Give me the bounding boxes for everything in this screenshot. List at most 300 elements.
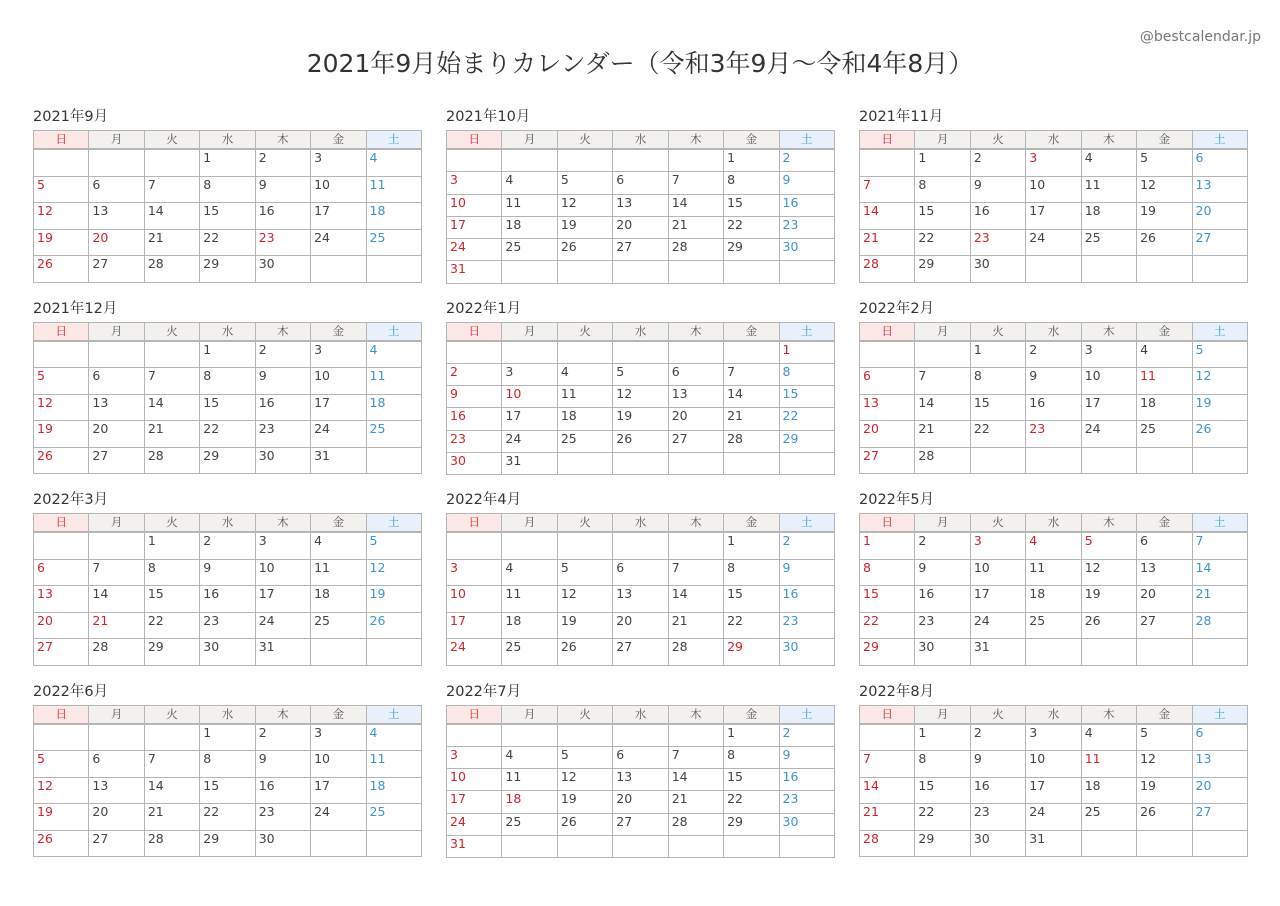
weekday-header-row [860, 322, 1248, 341]
month-table [446, 513, 835, 666]
day-cell: 17 [1026, 777, 1081, 804]
weekday-header: 月 [915, 514, 970, 533]
day-cell: 2 [447, 363, 502, 385]
day-cell: 14 [144, 203, 199, 230]
day-cell: 16 [255, 394, 310, 421]
day-cell: 8 [779, 363, 834, 385]
week-row [860, 724, 1248, 751]
weekday-header: 水 [1026, 131, 1081, 150]
weekday-header: 日 [34, 705, 89, 724]
weekday-header: 土 [779, 705, 834, 724]
day-cell: 5 [366, 532, 421, 559]
day-cell: 8 [724, 559, 779, 586]
day-cell: 18 [1137, 394, 1192, 421]
day-cell: 29 [200, 830, 255, 857]
month-title: 2021年9月 [33, 109, 109, 125]
weekday-header: 木 [255, 705, 310, 724]
week-row [34, 368, 422, 395]
week-row [447, 559, 835, 586]
empty-cell [860, 724, 915, 751]
empty-cell [613, 532, 668, 559]
day-cell: 14 [668, 769, 723, 791]
day-cell: 4 [502, 559, 557, 586]
empty-cell [724, 341, 779, 364]
empty-cell [502, 341, 557, 364]
day-cell: 20 [1192, 777, 1247, 804]
day-cell: 1 [200, 149, 255, 176]
week-row [860, 368, 1248, 395]
week-row [34, 394, 422, 421]
day-cell: 10 [1026, 176, 1081, 203]
weekday-header: 木 [1081, 131, 1136, 150]
day-cell: 28 [668, 239, 723, 261]
weekday-header: 火 [144, 514, 199, 533]
month-table [33, 705, 422, 858]
week-row [860, 559, 1248, 586]
day-cell: 3 [311, 341, 366, 368]
weekday-header: 金 [724, 322, 779, 341]
day-cell: 2 [255, 341, 310, 368]
day-cell: 31 [311, 447, 366, 474]
weekday-header: 火 [970, 322, 1025, 341]
day-cell: 19 [34, 804, 89, 831]
empty-cell [89, 341, 144, 368]
weekday-header-row [447, 322, 835, 341]
empty-cell [668, 452, 723, 474]
day-cell: 1 [200, 341, 255, 368]
day-cell: 18 [1081, 203, 1136, 230]
week-row [447, 791, 835, 813]
day-cell: 2 [779, 724, 834, 747]
empty-cell [613, 835, 668, 857]
day-cell: 6 [34, 559, 89, 586]
month-title: 2022年1月 [446, 300, 522, 317]
day-cell: 26 [557, 813, 612, 835]
day-cell: 9 [1026, 368, 1081, 395]
day-cell: 28 [860, 256, 915, 283]
day-cell: 7 [89, 559, 144, 586]
week-row [447, 835, 835, 857]
day-cell: 8 [200, 368, 255, 395]
day-cell: 3 [311, 724, 366, 751]
day-cell: 13 [860, 394, 915, 421]
day-cell: 25 [366, 421, 421, 448]
day-cell: 13 [1192, 751, 1247, 778]
day-cell: 6 [89, 368, 144, 395]
day-cell: 26 [366, 612, 421, 639]
day-cell: 30 [779, 639, 834, 666]
day-cell: 14 [668, 586, 723, 613]
week-row [860, 341, 1248, 368]
day-cell: 20 [613, 791, 668, 813]
day-cell: 15 [779, 386, 834, 408]
weekday-header: 日 [447, 705, 502, 724]
day-cell: 28 [89, 639, 144, 666]
weekday-header: 月 [502, 131, 557, 150]
day-cell: 5 [613, 363, 668, 385]
empty-cell [724, 835, 779, 857]
weekday-header: 月 [89, 705, 144, 724]
day-cell: 20 [89, 804, 144, 831]
empty-cell [613, 341, 668, 364]
day-cell: 11 [366, 751, 421, 778]
day-cell: 4 [366, 724, 421, 751]
day-cell: 20 [34, 612, 89, 639]
week-row [34, 341, 422, 368]
week-row [447, 746, 835, 768]
empty-cell [1081, 447, 1136, 474]
day-cell: 18 [1081, 777, 1136, 804]
day-cell: 9 [255, 368, 310, 395]
week-row [860, 421, 1248, 448]
day-cell: 15 [915, 203, 970, 230]
day-cell: 12 [366, 559, 421, 586]
empty-cell [1081, 256, 1136, 283]
day-cell: 14 [860, 777, 915, 804]
day-cell: 23 [779, 791, 834, 813]
empty-cell [447, 149, 502, 172]
week-row [447, 239, 835, 261]
day-cell: 12 [613, 386, 668, 408]
weekday-header: 土 [779, 514, 834, 533]
day-cell: 21 [724, 408, 779, 430]
calendar-grid [33, 106, 1248, 872]
day-cell: 26 [34, 830, 89, 857]
day-cell: 8 [144, 559, 199, 586]
day-cell: 19 [34, 421, 89, 448]
empty-cell [447, 341, 502, 364]
day-cell: 9 [255, 751, 310, 778]
month-calendar [33, 298, 422, 490]
empty-cell [915, 341, 970, 368]
week-row [34, 751, 422, 778]
day-cell: 14 [144, 777, 199, 804]
day-cell: 15 [200, 203, 255, 230]
day-cell: 7 [915, 368, 970, 395]
month-title: 2022年5月 [859, 492, 935, 508]
day-cell: 2 [255, 149, 310, 176]
week-row [447, 194, 835, 216]
weekday-header: 火 [144, 705, 199, 724]
day-cell: 6 [613, 746, 668, 768]
day-cell: 1 [724, 149, 779, 172]
weekday-header: 火 [144, 322, 199, 341]
day-cell: 9 [779, 559, 834, 586]
day-cell: 24 [311, 229, 366, 256]
day-cell: 12 [1137, 176, 1192, 203]
day-cell: 5 [34, 368, 89, 395]
day-cell: 30 [255, 830, 310, 857]
weekday-header: 土 [366, 131, 421, 150]
month-title: 2022年6月 [33, 683, 109, 700]
day-cell: 7 [668, 559, 723, 586]
day-cell: 14 [89, 586, 144, 613]
day-cell: 6 [89, 751, 144, 778]
day-cell: 30 [779, 239, 834, 261]
empty-cell [1192, 447, 1247, 474]
week-row [447, 612, 835, 639]
day-cell: 24 [311, 421, 366, 448]
weekday-header: 日 [860, 131, 915, 150]
day-cell: 19 [34, 229, 89, 256]
day-cell: 17 [1026, 203, 1081, 230]
weekday-header: 月 [502, 705, 557, 724]
page-title: 2021年9月始まりカレンダー（令和3年9月〜令和4年8月） [306, 49, 974, 78]
weekday-header: 日 [447, 131, 502, 150]
day-cell: 27 [89, 256, 144, 283]
day-cell: 25 [502, 639, 557, 666]
day-cell: 16 [255, 777, 310, 804]
day-cell: 5 [557, 746, 612, 768]
week-row [447, 408, 835, 430]
day-cell: 1 [860, 532, 915, 559]
day-cell: 20 [613, 612, 668, 639]
day-cell: 27 [1192, 229, 1247, 256]
day-cell: 22 [200, 421, 255, 448]
day-cell: 18 [502, 791, 557, 813]
day-cell: 15 [144, 586, 199, 613]
day-cell: 7 [724, 363, 779, 385]
empty-cell [89, 149, 144, 176]
day-cell: 10 [1026, 751, 1081, 778]
day-cell: 15 [915, 777, 970, 804]
empty-cell [557, 532, 612, 559]
day-cell: 25 [1137, 421, 1192, 448]
day-cell: 17 [311, 394, 366, 421]
day-cell: 11 [366, 176, 421, 203]
day-cell: 3 [447, 559, 502, 586]
day-cell: 23 [970, 229, 1025, 256]
weekday-header: 金 [311, 705, 366, 724]
day-cell: 14 [724, 386, 779, 408]
day-cell: 30 [970, 830, 1025, 857]
day-cell: 18 [502, 216, 557, 238]
weekday-header: 水 [200, 131, 255, 150]
month-title: 2022年2月 [859, 300, 935, 317]
empty-cell [779, 261, 834, 283]
day-cell: 16 [970, 777, 1025, 804]
day-cell: 25 [311, 612, 366, 639]
day-cell: 1 [724, 532, 779, 559]
weekday-header: 水 [200, 514, 255, 533]
day-cell: 25 [502, 813, 557, 835]
weekday-header: 木 [668, 705, 723, 724]
empty-cell [557, 341, 612, 364]
weekday-header: 木 [255, 131, 310, 150]
day-cell: 15 [970, 394, 1025, 421]
day-cell: 7 [1192, 532, 1247, 559]
empty-cell [1137, 447, 1192, 474]
day-cell: 18 [1026, 586, 1081, 613]
day-cell: 25 [1026, 612, 1081, 639]
weekday-header: 日 [34, 322, 89, 341]
day-cell: 12 [557, 194, 612, 216]
day-cell: 10 [447, 769, 502, 791]
day-cell: 1 [724, 724, 779, 747]
day-cell: 4 [1081, 149, 1136, 176]
day-cell: 25 [366, 229, 421, 256]
day-cell: 16 [779, 194, 834, 216]
day-cell: 6 [1192, 149, 1247, 176]
day-cell: 22 [200, 229, 255, 256]
weekday-header: 金 [1137, 514, 1192, 533]
weekday-header-row [860, 131, 1248, 150]
weekday-header: 火 [557, 322, 612, 341]
day-cell: 16 [779, 769, 834, 791]
week-row [447, 363, 835, 385]
day-cell: 9 [200, 559, 255, 586]
week-row [447, 639, 835, 666]
day-cell: 2 [915, 532, 970, 559]
day-cell: 10 [255, 559, 310, 586]
month-table [33, 513, 422, 666]
month-table [33, 322, 422, 475]
weekday-header: 火 [144, 131, 199, 150]
empty-cell [970, 447, 1025, 474]
weekday-header: 金 [311, 322, 366, 341]
day-cell: 5 [34, 176, 89, 203]
day-cell: 30 [915, 639, 970, 666]
day-cell: 30 [970, 256, 1025, 283]
month-calendar [446, 298, 835, 490]
day-cell: 10 [311, 176, 366, 203]
day-cell: 28 [144, 447, 199, 474]
weekday-header: 木 [668, 322, 723, 341]
weekday-header-row [34, 131, 422, 150]
week-row [447, 386, 835, 408]
day-cell: 29 [200, 256, 255, 283]
day-cell: 21 [668, 216, 723, 238]
day-cell: 25 [1081, 229, 1136, 256]
day-cell: 23 [447, 430, 502, 452]
month-table [33, 130, 422, 283]
day-cell: 17 [447, 216, 502, 238]
day-cell: 8 [915, 176, 970, 203]
week-row [34, 203, 422, 230]
empty-cell [366, 639, 421, 666]
day-cell: 20 [668, 408, 723, 430]
day-cell: 18 [557, 408, 612, 430]
day-cell: 10 [447, 586, 502, 613]
day-cell: 3 [255, 532, 310, 559]
day-cell: 22 [200, 804, 255, 831]
day-cell: 26 [1137, 804, 1192, 831]
day-cell: 31 [970, 639, 1025, 666]
day-cell: 5 [557, 559, 612, 586]
weekday-header: 金 [724, 705, 779, 724]
month-title: 2022年8月 [859, 683, 935, 700]
week-row [860, 203, 1248, 230]
month-calendar [859, 298, 1248, 490]
weekday-header: 水 [1026, 514, 1081, 533]
day-cell: 19 [1192, 394, 1247, 421]
weekday-header: 水 [613, 322, 668, 341]
day-cell: 7 [144, 751, 199, 778]
day-cell: 20 [860, 421, 915, 448]
day-cell: 27 [89, 447, 144, 474]
day-cell: 24 [255, 612, 310, 639]
day-cell: 2 [779, 149, 834, 172]
day-cell: 26 [34, 447, 89, 474]
day-cell: 1 [779, 341, 834, 364]
day-cell: 3 [970, 532, 1025, 559]
month-calendar [33, 106, 422, 298]
weekday-header: 金 [311, 514, 366, 533]
weekday-header-row [860, 705, 1248, 724]
day-cell: 6 [1137, 532, 1192, 559]
week-row [34, 176, 422, 203]
empty-cell [613, 452, 668, 474]
empty-cell [89, 724, 144, 751]
weekday-header: 木 [1081, 514, 1136, 533]
day-cell: 22 [724, 612, 779, 639]
day-cell: 24 [447, 813, 502, 835]
empty-cell [144, 149, 199, 176]
day-cell: 18 [366, 203, 421, 230]
weekday-header: 日 [447, 322, 502, 341]
weekday-header: 月 [89, 131, 144, 150]
day-cell: 24 [447, 639, 502, 666]
week-row [860, 149, 1248, 176]
day-cell: 9 [779, 172, 834, 194]
day-cell: 2 [970, 724, 1025, 751]
day-cell: 20 [89, 229, 144, 256]
day-cell: 15 [724, 769, 779, 791]
month-calendar [859, 681, 1248, 873]
week-row [860, 639, 1248, 666]
week-row [860, 804, 1248, 831]
day-cell: 12 [34, 203, 89, 230]
day-cell: 10 [311, 368, 366, 395]
day-cell: 24 [970, 612, 1025, 639]
weekday-header: 土 [779, 322, 834, 341]
day-cell: 15 [860, 586, 915, 613]
day-cell: 2 [200, 532, 255, 559]
empty-cell [668, 261, 723, 283]
weekday-header: 金 [1137, 131, 1192, 150]
day-cell: 16 [970, 203, 1025, 230]
empty-cell [366, 256, 421, 283]
day-cell: 7 [860, 176, 915, 203]
day-cell: 22 [915, 804, 970, 831]
day-cell: 10 [311, 751, 366, 778]
day-cell: 10 [970, 559, 1025, 586]
week-row [860, 447, 1248, 474]
empty-cell [724, 452, 779, 474]
day-cell: 5 [1137, 149, 1192, 176]
empty-cell [557, 835, 612, 857]
weekday-header: 水 [613, 514, 668, 533]
day-cell: 6 [668, 363, 723, 385]
weekday-header: 水 [200, 705, 255, 724]
day-cell: 19 [557, 791, 612, 813]
day-cell: 21 [144, 421, 199, 448]
weekday-header: 火 [557, 131, 612, 150]
day-cell: 4 [1081, 724, 1136, 751]
day-cell: 10 [1081, 368, 1136, 395]
day-cell: 6 [613, 559, 668, 586]
weekday-header: 土 [779, 131, 834, 150]
month-table [446, 705, 835, 859]
week-row [34, 612, 422, 639]
day-cell: 24 [502, 430, 557, 452]
week-row [447, 341, 835, 364]
day-cell: 6 [860, 368, 915, 395]
weekday-header: 水 [1026, 705, 1081, 724]
week-row [860, 532, 1248, 559]
weekday-header: 月 [915, 705, 970, 724]
empty-cell [557, 452, 612, 474]
